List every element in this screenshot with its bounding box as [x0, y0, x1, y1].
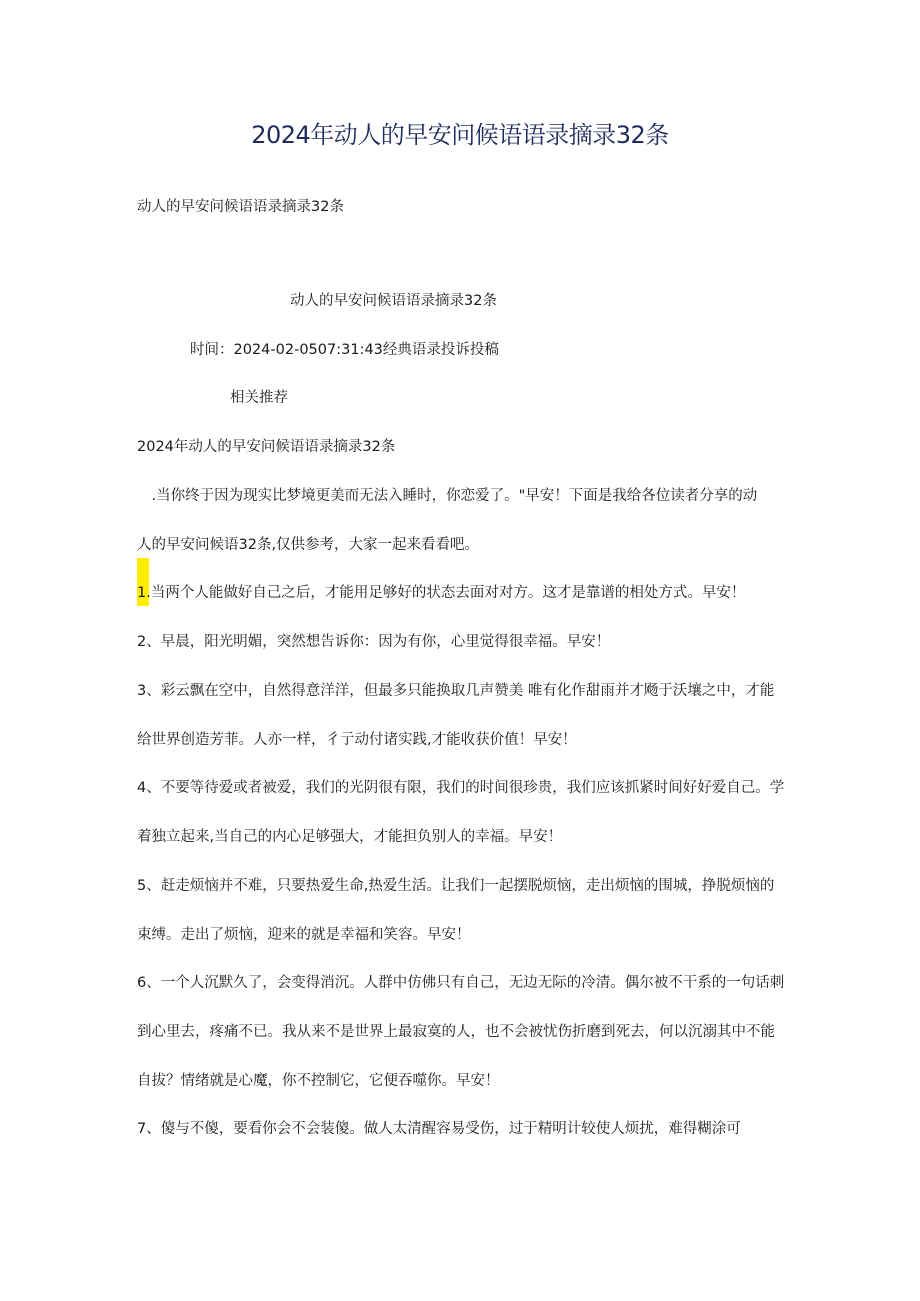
section-title: 2024年动人的早安问候语语录摘录32条	[137, 439, 396, 455]
article-heading: 动人的早安问候语语录摘录32条	[290, 293, 497, 309]
paragraph-line: 4、不要等待爱或者被爱，我们的光阴很有限，我们的时间很珍贵，我们应该抓紧时间好好爱自己。学	[137, 780, 785, 796]
paragraph-line: 1.当两个人能做好自己之后，才能用足够好的状态去面对对方。这才是靠谱的相处方式。早安！	[137, 585, 746, 601]
paragraph-line: 5、赶走烦恼并不难，只要热爱生命,热爱生活。让我们一起摆脱烦恼，走出烦恼的围城，挣脱烦恼的	[137, 878, 775, 894]
related-recommendations: 相关推荐	[230, 390, 288, 406]
document-title: 2024年动人的早安问候语语录摘录32条	[251, 121, 669, 149]
article-meta: 时间：2024-02-0507:31:43经典语录投诉投稿	[190, 342, 499, 358]
paragraph-line: 束缚。走出了烦恼，迎来的就是幸福和笑容。早安！	[137, 927, 471, 943]
paragraph-line: 自拔？情绪就是心魔，你不控制它，它便吞噬你。早安！	[137, 1073, 500, 1089]
paragraph-line: .当你终于因为现实比梦境更美而无法入睡时，你恋爱了。"早安！下面是我给各位读者分享的动	[137, 488, 758, 504]
paragraph-line: 着独立起来,当自己的内心足够强大，才能担负别人的幸福。早安！	[137, 829, 563, 845]
paragraph-line: 7、傻与不傻，要看你会不会装傻。做人太清醒容易受伤，过于精明计较使人烦扰，难得糊涂可	[137, 1121, 741, 1137]
paragraph-line: 3、彩云飘在空中，自然得意洋洋，但最多只能换取几声赞美 唯有化作甜雨并才飏于沃壤之中，才能	[137, 683, 775, 699]
paragraph-line: 给世界创造芳菲。人亦一样，彳亍动付诸实践,才能收获价值！早安！	[137, 732, 577, 748]
paragraph-line: 2、早晨，阳光明媚，突然想告诉你：因为有你，心里觉得很幸福。早安！	[137, 634, 611, 650]
paragraph-line: 6、一个人沉默久了，会变得消沉。人群中仿佛只有自己，无边无际的冷清。偶尔被不干系的一句话刺	[137, 975, 785, 991]
document-subtitle: 动人的早安问候语语录摘录32条	[137, 199, 344, 215]
paragraph-line: 人的早安问候语32条,仅供参考，大家一起来看看吧。	[137, 537, 480, 553]
paragraph-line: 到心里去，疼痛不已。我从来不是世界上最寂寞的人，也不会被忧伤折磨到死去，何以沉溺其中不能	[137, 1024, 775, 1040]
